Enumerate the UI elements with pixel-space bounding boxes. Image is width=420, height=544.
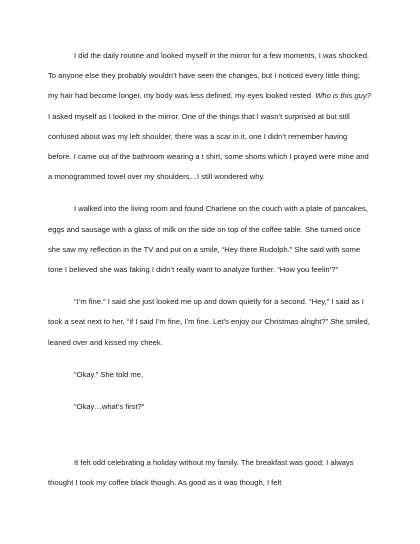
paragraph-mirror [48, 46, 372, 187]
paragraph-living-room: I walked into the living room and found Charlene on the couch with a plate of pancakes, eggs and sausage with a glass of milk on the side on top of the coffee table. She turned once she saw my reflection in the TV and put on a smile, “Hey there Rudolph.” She said with some tone I believed she was faking I didn’t really want to analyze further. “How you feelin’?” [48, 204, 368, 275]
paragraph-spacer [48, 280, 372, 292]
italic-thought: Who is this guy? [315, 91, 371, 101]
paragraph-im-fine: “I’m fine.” I said she just looked me up and down quietly for a second. “Hey,” I said as I took a seat next to her, “if I said I’m fine, I’m fine. Let’s enjoy our Christmas alright?” She smiled, leaned over and kissed my cheek. [48, 297, 370, 347]
paragraph-text: I did the daily routine and looked myself in the mirror for a few moments, I was shocked. To anyone else they probably wouldn’t have seen the changes, but I noticed every little thing; my hair had become longer, my body was less defined, my eyes looked rested. [48, 51, 370, 101]
paragraph-okay: “Okay.” She told me, [74, 369, 144, 379]
paragraph-whats-first: “Okay…what’s first?” [74, 402, 145, 412]
paragraph-spacer [48, 187, 372, 199]
paragraph-spacer [48, 353, 372, 365]
section-spacer [48, 417, 372, 453]
paragraph-spacer [48, 385, 372, 397]
paragraph-text: I asked myself as I looked in the mirror. One of the things that I wasn’t surprised at but still confused about was my left shoulder, there was a scar in it, one I didn’t remember having before. I came out of the bathroom wearing a t shirt, some shorts which I prayed were mine and a monogrammed towel over my shoulders…I still wondered why. [48, 111, 369, 182]
paragraph-holiday: It felt odd celebrating a holiday without my family. The breakfast was good; I always thought I took my coffee black though. As good as it was though, I felt [48, 458, 354, 488]
